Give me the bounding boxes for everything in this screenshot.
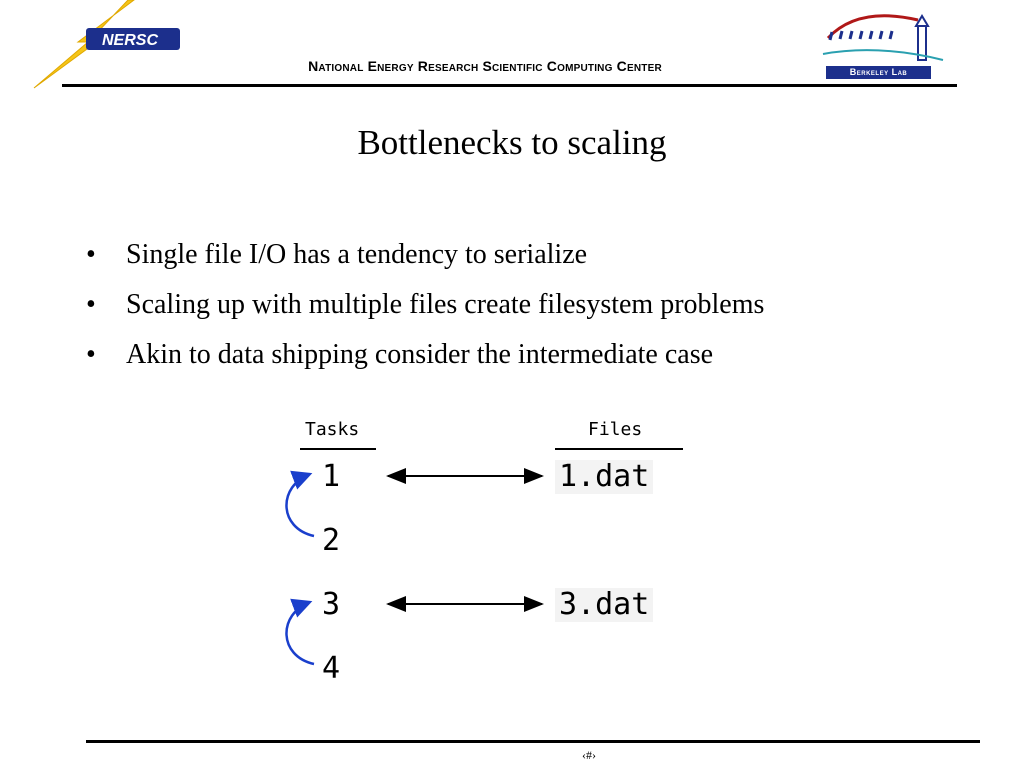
curved-arrow: [286, 602, 314, 664]
task-number: 2: [322, 523, 341, 558]
bullet-text: Akin to data shipping consider the intermediate case: [126, 339, 714, 370]
file-name: 1.dat: [555, 460, 653, 494]
slide-title: Bottlenecks to scaling: [357, 123, 667, 162]
page-number: ‹#›: [582, 748, 596, 762]
footer-divider: [86, 740, 980, 743]
tasks-files-diagram: [270, 410, 700, 700]
bullet-text: Scaling up with multiple files create filesystem problems: [126, 289, 765, 320]
bullet-item: [86, 230, 986, 280]
bullet-marker: •: [86, 239, 96, 270]
bullet-marker: •: [86, 289, 96, 320]
header-divider: [62, 84, 957, 87]
bullet-list: [86, 230, 986, 380]
bullet-item: [86, 280, 986, 330]
task-number: 3: [322, 587, 341, 622]
header-title: National Energy Research Scientific Computing Center: [308, 58, 662, 74]
berkeley-lab-logo: [818, 4, 948, 82]
berkeley-lab-label: Berkeley Lab: [826, 66, 931, 79]
file-name: 3.dat: [555, 588, 653, 622]
tasks-header: Tasks: [305, 419, 360, 440]
task-number: 1: [322, 459, 341, 494]
bullet-item: [86, 330, 986, 380]
nersc-logo: [30, 0, 190, 90]
bullet-marker: •: [86, 339, 96, 370]
files-header: Files: [588, 419, 643, 440]
curved-arrow: [286, 474, 314, 536]
nersc-logo-text: NERSC: [101, 32, 159, 49]
bullet-text: Single file I/O has a tendency to serialize: [126, 239, 588, 270]
task-number: 4: [322, 651, 341, 686]
